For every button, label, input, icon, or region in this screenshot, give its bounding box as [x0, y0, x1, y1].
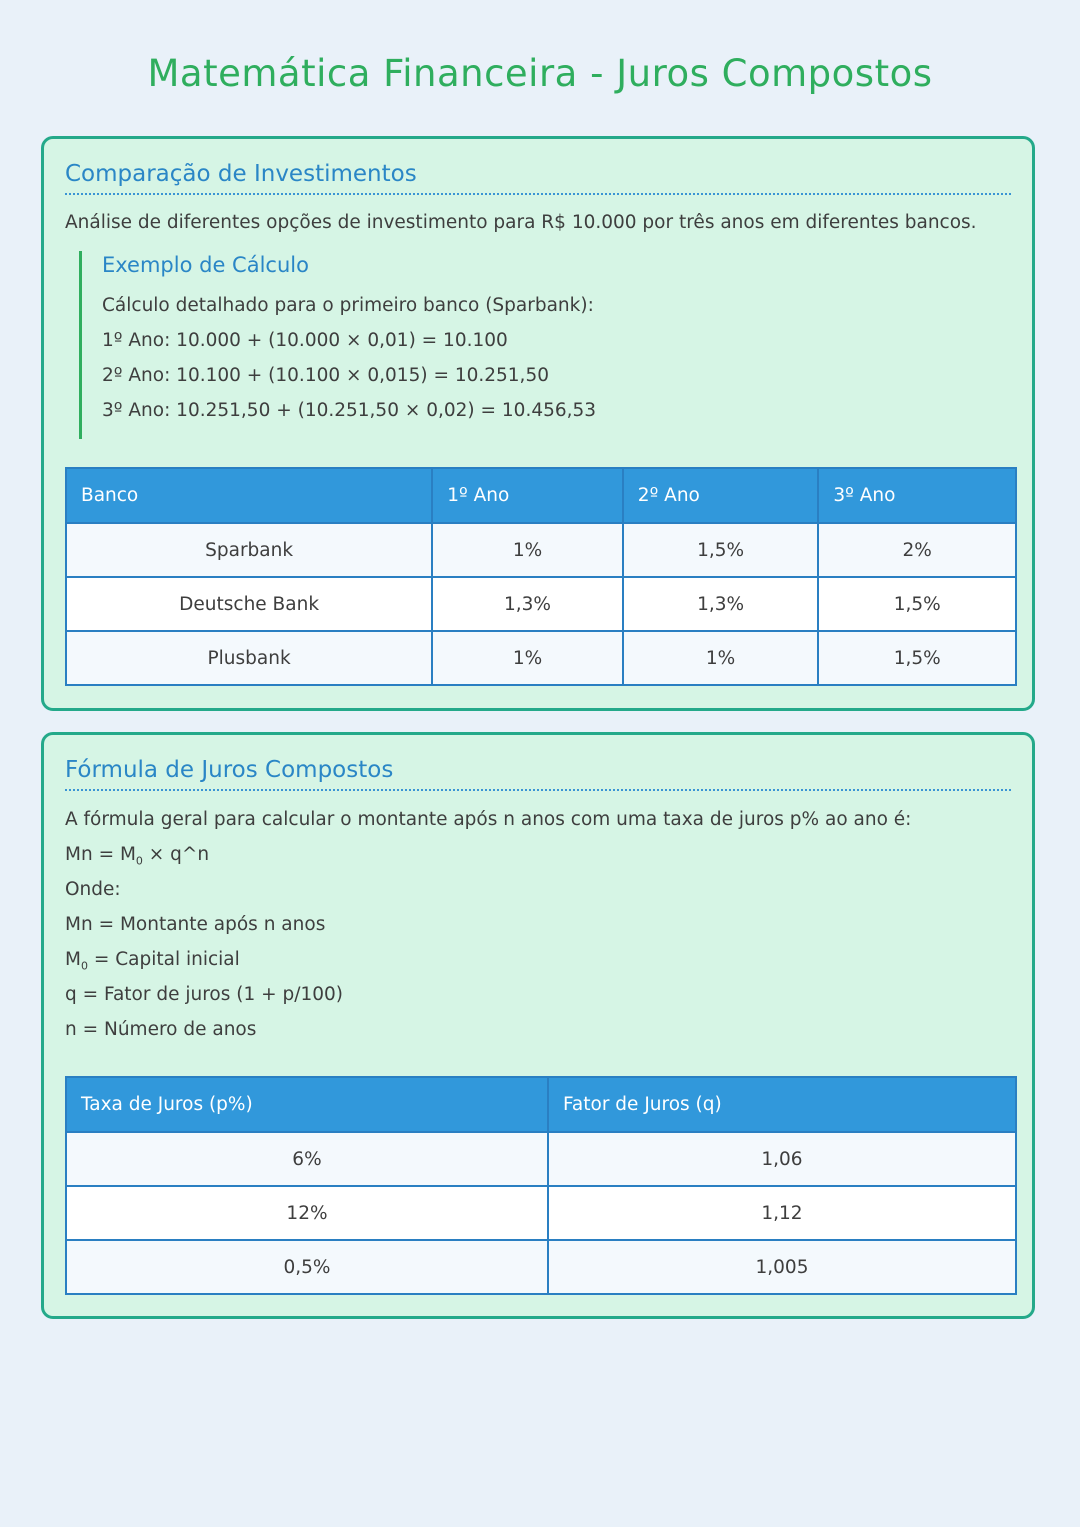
example-heading: Exemplo de Cálculo [102, 253, 309, 277]
m0-base: M [65, 949, 81, 970]
m0-subscript: 0 [80, 959, 88, 973]
bank-rates-table [65, 467, 1017, 686]
table-header-row [66, 468, 1016, 523]
table-cell: 6% [66, 1132, 548, 1186]
formula-lhs: Mn = M [65, 844, 136, 865]
table-row [66, 577, 1016, 631]
table-cell: 0,5% [66, 1240, 548, 1294]
column-header: Fator de Juros (q) [548, 1077, 1016, 1132]
table-row [66, 1186, 1016, 1240]
table-cell: 1% [623, 631, 819, 685]
column-header: Taxa de Juros (p%) [66, 1077, 548, 1132]
formula [65, 844, 209, 868]
investment-comparison-card [41, 136, 1035, 711]
formula-rhs: × q^n [142, 844, 210, 865]
definition-line: Mn = Montante após n anos [65, 914, 326, 935]
table-row [66, 523, 1016, 577]
table-cell: 1,005 [548, 1240, 1016, 1294]
definition-line: q = Fator de juros (1 + p/100) [65, 984, 344, 1005]
table-cell: Sparbank [66, 523, 432, 577]
table-cell: 2% [818, 523, 1016, 577]
compound-interest-formula-card [41, 732, 1035, 1319]
definition-line [65, 949, 240, 973]
m0-text: = Capital inicial [87, 949, 240, 970]
table-cell: 1% [432, 523, 623, 577]
where-label: Onde: [65, 879, 121, 900]
table-cell: 1,12 [548, 1186, 1016, 1240]
section-intro: Análise de diferentes opções de investimento para R$ 10.000 por três anos em diferentes bancos. [65, 212, 977, 233]
column-header: 3º Ano [818, 468, 1016, 523]
table-cell: 1,5% [818, 577, 1016, 631]
example-line: 3º Ano: 10.251,50 + (10.251,50 × 0,02) = 10.456,53 [102, 400, 597, 421]
example-line: Cálculo detalhado para o primeiro banco (Sparbank): [102, 295, 594, 316]
table-cell: 1,5% [623, 523, 819, 577]
table-row [66, 1132, 1016, 1186]
column-header: 2º Ano [623, 468, 819, 523]
table-cell: Deutsche Bank [66, 577, 432, 631]
table-cell: 12% [66, 1186, 548, 1240]
column-header: Banco [66, 468, 432, 523]
table-cell: Plusbank [66, 631, 432, 685]
example-line: 1º Ano: 10.000 + (10.000 × 0,01) = 10.100 [102, 330, 508, 351]
table-cell: 1,06 [548, 1132, 1016, 1186]
table-cell: 1,3% [623, 577, 819, 631]
table-cell: 1,5% [818, 631, 1016, 685]
calculation-example [79, 251, 682, 439]
section-intro: A fórmula geral para calcular o montante após n anos com uma taxa de juros p% ao ano é: [65, 809, 912, 830]
section-heading: Comparação de Investimentos [65, 161, 1011, 195]
table-header-row [66, 1077, 1016, 1132]
table-row [66, 631, 1016, 685]
example-line: 2º Ano: 10.100 + (10.100 × 0,015) = 10.251,50 [102, 365, 549, 386]
table-row [66, 1240, 1016, 1294]
table-cell: 1,3% [432, 577, 623, 631]
formula-subscript: 0 [135, 854, 143, 868]
column-header: 1º Ano [432, 468, 623, 523]
interest-factor-table [65, 1076, 1017, 1295]
section-heading: Fórmula de Juros Compostos [65, 757, 1011, 791]
definition-line: n = Número de anos [65, 1019, 257, 1040]
table-cell: 1% [432, 631, 623, 685]
page-title: Matemática Financeira - Juros Compostos [147, 52, 933, 95]
